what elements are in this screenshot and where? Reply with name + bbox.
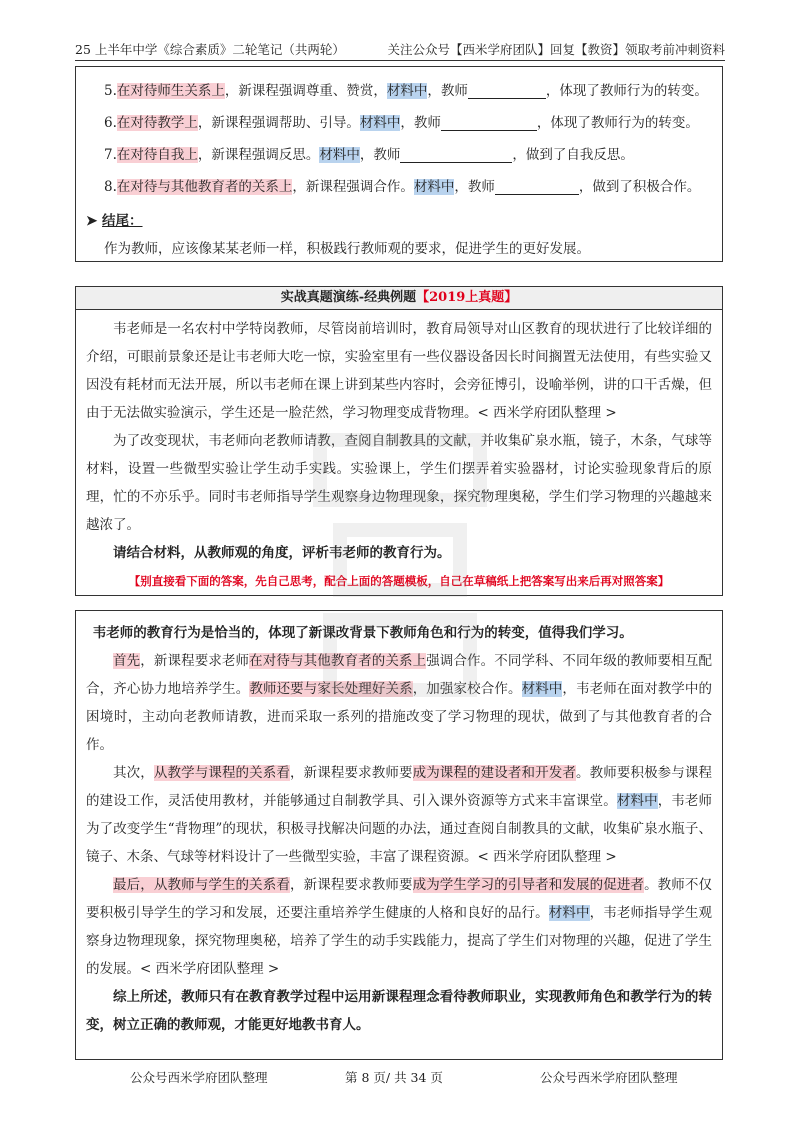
template-item-6: 6.在对待教学上，新课程强调帮助、引导。材料中，教师 ，体现了教师行为的转变。	[104, 115, 699, 131]
example-title: 实战真题演练-经典例题【2019上真题】	[76, 287, 722, 310]
template-item-8: 8.在对待与其他教育者的关系上，新课程强调合作。材料中，教师 ，做到了积极合作。	[104, 179, 701, 195]
arrow-bullet-icon: ➤	[86, 213, 98, 229]
answer-point-2: 其次，从教学与课程的关系看，新课程要求教师要成为课程的建设者和开发者。教师要积极参与课程的建设工作，灵活使用教材，并能够通过自制教学具、引入课外资源等方式来丰富课堂。材料中，韦老师为了改变学生“背物理”的现状，积极寻找解决问题的办法，通过查阅自制教具的文献，收集矿泉水瓶子、镜子、木条、气球等材料设计了一些微型实验，丰富了课程资源。< 西米学府团队整理 >	[86, 765, 713, 865]
footer-right: 公众号西米学府团队整理	[540, 1070, 678, 1085]
example-box	[75, 286, 723, 596]
example-material	[86, 315, 712, 595]
answer-conclusion: 综上所述，教师只有在教育教学过程中运用新课程理念看待教师职业，实现教师角色和教学行为的转变，树立正确的教师观，才能更好地教书育人。	[86, 989, 712, 1033]
template-item-7: 7.在对待自我上，新课程强调反思。材料中，教师 ，做到了自我反思。	[104, 147, 634, 163]
material-paragraph-1: 韦老师是一名农村中学特岗教师，尽管岗前培训时，教育局领导对山区教育的现状进行了比较详细的介绍，可眼前景象还是让韦老师大吃一惊，实验室里有一些仪器设备因长时间搁置无法使用，有些实验又因没有耗材而无法开展，所以韦老师在课上讲到某些内容时，会旁征博引，设喻举例，讲的口干舌燥，但由于无法做实验演示，学生还是一脸茫然，学习物理变成背物理。< 西米学府团队整理 >	[86, 321, 712, 421]
fill-blank	[468, 84, 546, 99]
header-right: 关注公众号【西米学府团队】回复【教资】领取考前冲刺资料	[387, 42, 725, 57]
material-paragraph-2: 为了改变现状，韦老师向老教师请教，查阅自制教具的文献，并收集矿泉水瓶，镜子，木条，气球等材料，设置一些微型实验让学生动手实践。实验课上，学生们摆弄着实验器材，讨论实验现象背后的原理，忙的不亦乐乎。同时韦老师指导学生观察身边物理现象，探究物理奥秘，学生们学习物理的兴趣越来越浓了。	[86, 433, 712, 533]
answer-point-1: 首先，新课程要求老师在对待与其他教育者的关系上强调合作。不同学科、不同年级的教师要相互配合，齐心协力地培养学生。教师还要与家长处理好关系，加强家校合作。材料中，韦老师在面对教学中的困境时，主动向老教师请教，进而采取一系列的措施改变了学习物理的现状，做到了与其他教育者的合作。	[86, 653, 713, 753]
template-box	[75, 66, 723, 262]
fill-blank	[441, 116, 537, 131]
answer-point-3: 最后，从教师与学生的关系看，新课程要求教师要成为学生学习的引导者和发展的促进者。教师不仅要积极引导学生的学习和发展，还要注重培养学生健康的人格和良好的品行。材料中，韦老师指导学生观察身边物理现象，探究物理奥秘，培养了学生的动手实践能力，提高了学生们对物理的兴趣，促进了学生的发展。< 西米学府团队整理 >	[86, 877, 713, 977]
ending-label: ➤ 结尾：	[86, 213, 143, 229]
answer-box	[75, 610, 723, 1060]
fill-blank	[495, 180, 579, 195]
ending-text: 作为教师，应该像某某老师一样，积极践行教师观的要求，促进学生的更好发展。	[104, 241, 590, 257]
page-header	[75, 38, 725, 61]
template-item-5: 5.在对待师生关系上，新课程强调尊重、赞赏，材料中，教师 ，体现了教师行为的转变。	[104, 83, 708, 99]
header-left: 25 上半年中学《综合素质》二轮笔记（共两轮）	[75, 42, 345, 57]
answer-content	[86, 619, 712, 1039]
question: 请结合材料，从教师观的角度，评析韦老师的教育行为。	[113, 545, 451, 561]
fill-blank	[400, 148, 512, 163]
answer-intro: 韦老师的教育行为是恰当的，体现了新课改背景下教师角色和行为的转变，值得我们学习。	[92, 625, 633, 641]
footer-left: 公众号西米学府团队整理	[130, 1070, 268, 1085]
page-number: 第 8 页/ 共 34 页	[345, 1070, 443, 1085]
answer-note: 【别直接看下面的答案，先自己思考，配合上面的答题模板，自己在草稿纸上把答案写出来后再对照答案】	[128, 574, 670, 588]
